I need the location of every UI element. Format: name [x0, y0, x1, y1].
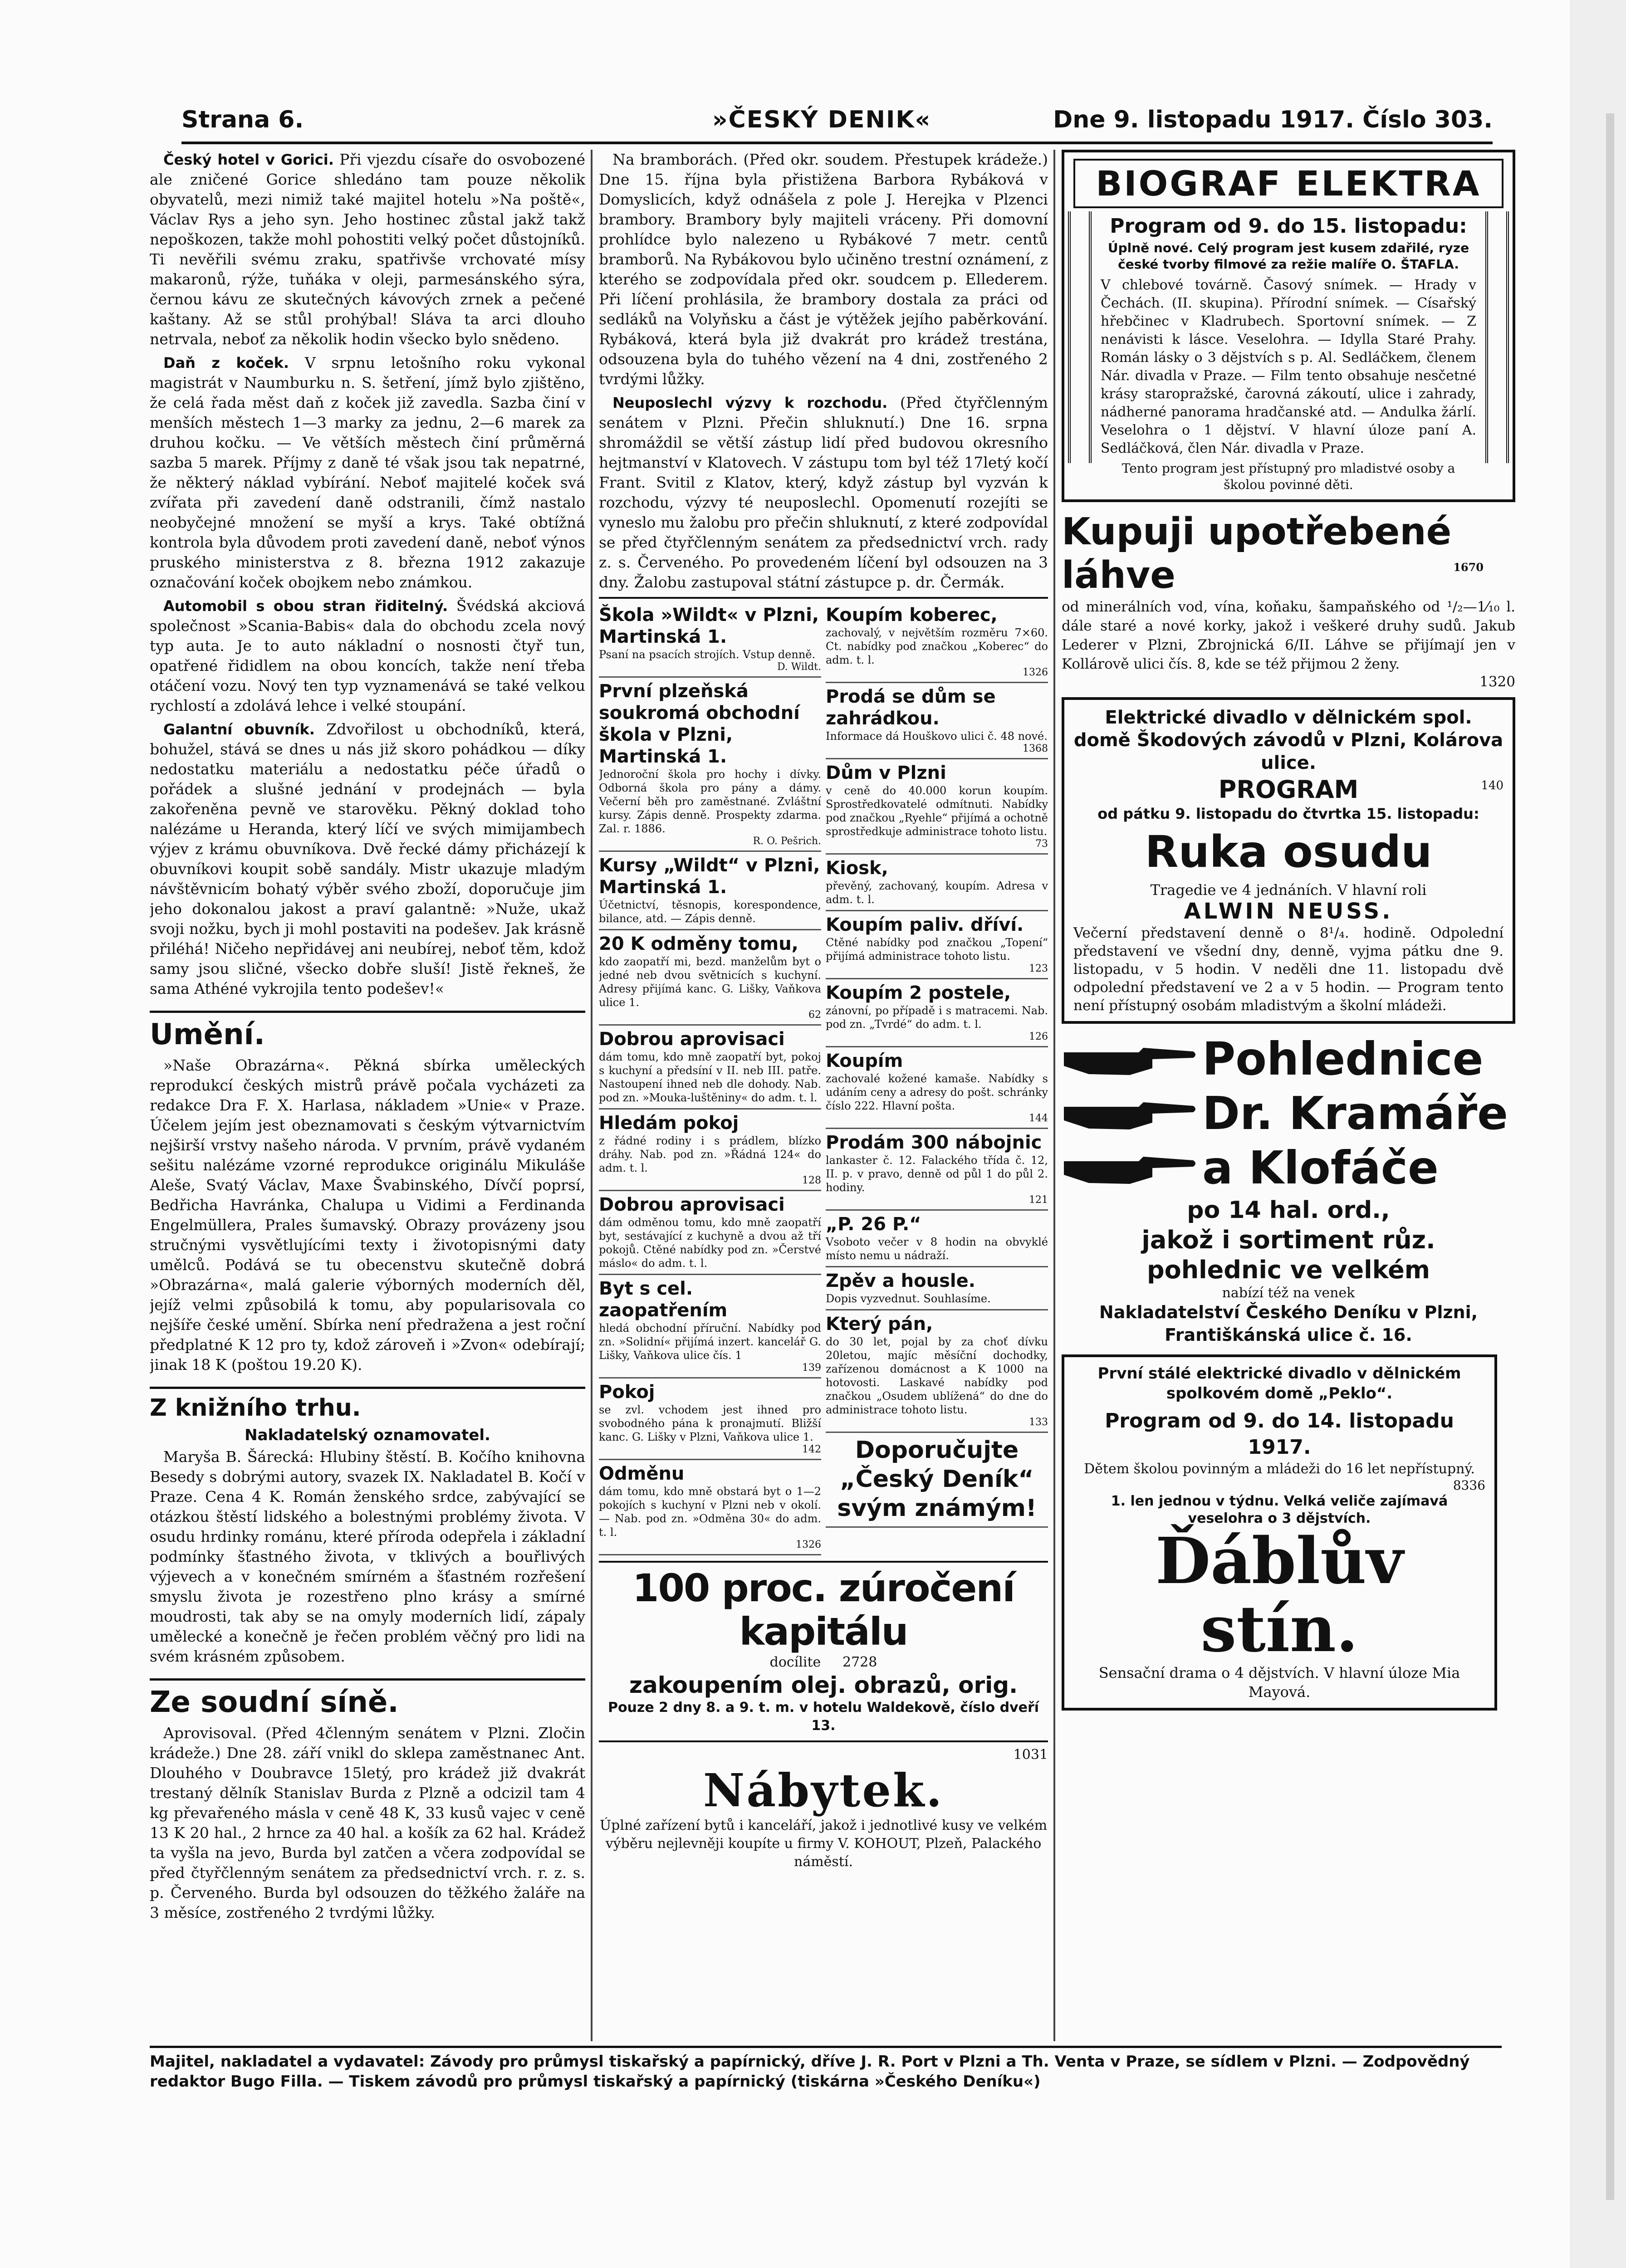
pohled-sort: jakož i sortiment růz.	[1141, 1226, 1435, 1254]
article-text: (Před čtyřčlenným senátem v Plzni. Přečin shluknutí.) Dne 16. srpna shromáždil se větší zástup lidí před budovou okresního hejtmanství v Klatovech. V zástupu tom byl též 17letý kočí Frant. Svitil z Klatov, který, když zástup byl vyzván k rozchodu, výzvy té neuposlechl. Opomenutí rozejíti se vyneslo mu žalobu pro přečin shluknutí, z které zodpovídal se před čtyřčlenným senátem za předsednictví vrch. rady z. s. Červeného. Po provedeném líčení byl odsouzen na 3 dny. Žalobu zastupoval státní zástupce p. dr. Čermák.	[599, 394, 1048, 591]
classified-ad	[826, 979, 1048, 1047]
peklo-num: 8336	[1453, 1478, 1485, 1493]
film-strip-icon	[1485, 211, 1509, 463]
section-title-soud: Ze soudní síně.	[150, 1678, 585, 1720]
ad-heading: Zpěv a housle.	[826, 1271, 975, 1291]
ad-heading: Dům v Plzni	[826, 763, 946, 783]
peklo-prog: Program od 9. do 14. listopadu 1917.	[1105, 1409, 1454, 1459]
divadlo-num: 140	[1481, 779, 1504, 792]
classified-ad	[826, 759, 1048, 855]
pohled-price: po 14 hal. ord.,	[1187, 1197, 1390, 1224]
article-umeni: »Naše Obrazárna«. Pěkná sbírka uměleckých reprodukcí českých mistrů právě počala vycházeti za redakce Dra F. X. Harlasa, nákladem »Unie« v Praze. Účelem jejím jest obeznamovati s českým výtvarnictvím nejširší vrstvy našeho národa. V prvním, právě vydaném sešitu nalézáme vzorné reprodukce originálu Mikuláše Aleše, Svatý Václav, Maxe Švabinského, Dívčí poprsí, Bedřicha Havránka, Chalupa u Vidimi a Ferdinanda Engelmüllera, Prales šumavský. Obrazy provázeny jsou stručnými vysvětlujícími texty i životopisnými daty umělců. Podává se tu obecenstvu skutečně dobrá »Obrazárna«, malá galerie výborných moderních děl, jejíž velmi způsobilá k tomu, aby popularisovala co nejšíře české umění. Sbírka není předražena a jest roční předplatné K 12 pro ty, kdož zároveň i »Zvon« odebírají; jinak 18 K (poštou 19.20 K).	[150, 1056, 585, 1374]
divadlo-head: Elektrické divadlo v dělnickém spol. domě Škodových závodů v Plzni, Kolárova ulice.	[1073, 707, 1504, 773]
article	[150, 353, 585, 592]
ad-ref: 1368	[1023, 743, 1048, 754]
ads-column-left	[599, 601, 821, 1555]
ad-heading: Škola »Wildt« v Plzni, Martinská 1.	[599, 605, 819, 647]
ad-ref: 73	[1035, 838, 1048, 850]
ad-ref: 142	[802, 1444, 821, 1455]
ad-body: Informace dá Houškovo ulici č. 48 nové.	[826, 730, 1048, 743]
ad-body: zachovalý, v největším rozměru 7×60. Ct. nabídky pod značkou „Koberec“ do adm. t. l.	[826, 626, 1048, 666]
ad-body: kdo zaopatří mi, bezd. manželům byt o jedné neb dvou světnicích s kuchyní. Adresy přijímá kanc. G. Lišky, Vaňkova ulice 1.	[599, 955, 821, 1009]
pointing-hand-icon	[1062, 1089, 1198, 1139]
pohled-line: a Klofáče	[1202, 1141, 1439, 1194]
ad-ref: 144	[1029, 1113, 1048, 1124]
issue-date: Dne 9. listopadu 1917. Číslo 303.	[1053, 106, 1493, 133]
pohled-line: Dr. Kramáře	[1202, 1087, 1508, 1140]
ad-body: dám tomu, kdo mně obstará byt o 1—2 pokojích s kuchyní v Plzni neb v okolí. — Nab. pod zn. »Odměna 30« do adm. t. l.	[599, 1485, 821, 1539]
ad-ref: 62	[808, 1009, 821, 1021]
ad-elektricke-divadlo	[1062, 697, 1515, 1024]
ad-heading: 20 K odměny tomu,	[599, 934, 798, 954]
peklo-head: První stálé elektrické divadlo v dělnickém spolkovém domě „Peklo“.	[1097, 1364, 1461, 1403]
column-middle	[599, 150, 1048, 2041]
classified-ad	[826, 1047, 1048, 1129]
ad-kupuji	[1062, 510, 1515, 690]
ad-ref: 1326	[1023, 667, 1048, 678]
column-rule	[591, 150, 593, 2041]
section-title-umeni: Umění.	[150, 1011, 585, 1052]
ad-heading: Koupím koberec,	[826, 605, 998, 626]
ad-body: Jednoroční škola pro hochy i dívky. Odborná škola pro pány a dámy. Večerní běh pro zaměstnané. Zvláštní kursy. Zápis denně. Prospekty zdarma. Zal. r. 1886.	[599, 768, 821, 835]
kupuji-num: 1320	[1479, 674, 1515, 690]
divadlo-film: Ruka osudu	[1145, 826, 1432, 877]
column-right	[1062, 150, 1515, 2041]
pohled-velk: pohlednic ve velkém	[1146, 1256, 1430, 1284]
divadlo-dates: od pátku 9. listopadu do čtvrtka 15. listopadu:	[1097, 805, 1479, 822]
ad-heading: Koupím	[826, 1051, 903, 1071]
classified-ad	[599, 930, 821, 1026]
pohled-venek: nabízí též na venek	[1222, 1285, 1355, 1301]
classified-ad	[599, 1110, 821, 1191]
article	[150, 150, 585, 349]
ad-nabytek-title: Nábytek.	[703, 1764, 944, 1817]
ad-ref: 1326	[796, 1539, 821, 1550]
ad-heading: Dobrou aprovisaci	[599, 1029, 785, 1050]
ad-body: Dopis vyzvednut. Souhlasíme.	[826, 1292, 991, 1305]
ad-heading: Koupím paliv. dříví.	[826, 914, 1024, 935]
ad-heading: Kiosk,	[826, 858, 888, 879]
classified-ad	[599, 1191, 821, 1275]
ad-body: v ceně do 40.000 korun koupím. Sprostředkovatelé odmítnuti. Nabídky pod značkou „Ryehle“ přijímá a ochotně sprostředkuje administrace tohoto listu.	[826, 784, 1048, 838]
peklo-note: Dětem školou povinným a mládeži do 16 let nepřístupný.	[1084, 1461, 1475, 1477]
ad-body: dám odměnou tomu, kdo mně zaopatří byt, sestávající z kuchyně a dvou až tří pokojů. Ctěné nabídky pod zn. »Čerstvé máslo« do adm. t. l.	[599, 1216, 821, 1270]
page-number: Strana 6.	[181, 106, 304, 133]
ad-ref: 126	[1029, 1031, 1048, 1042]
column-left	[150, 150, 585, 2041]
ad-heading: „P. 26 P.“	[826, 1214, 921, 1235]
classified-ad	[599, 1460, 821, 1555]
ad-heading: Odměnu	[599, 1463, 685, 1484]
biograf-line: Tento program jest přístupný pro mladistvé osoby a školou povinné děti.	[1122, 461, 1455, 492]
article-text: Při vjezdu císaře do osvobozené ale zničené Gorice shledáno tam pouze několik obyvatelů, mezi nimiž také majitel hotelu »Na poště«, Václav Rys a jeho syn. Jeho hostinec zůstal jakž takž nepoškozen, takže mohl pohostiti velký počet důstojníků. Ti nevěřili svému zraku, spatřivše vrchovaté mísy makaronů, rýže, tuňáka v oleji, parmesánského sýra, černou kávu ze skutečných kávových zrnek a pečené kaštany. Až se stůl prohýbal! Sláva ta arci dlouho netrvala, neboť za několik hodin všecko bylo snědeno.	[150, 151, 585, 348]
article-title: Automobil s obou stran řiditelný.	[163, 597, 448, 615]
film-strip-icon	[1068, 211, 1092, 463]
page-edge-strip	[1606, 113, 1614, 2200]
pohled-firm: Nakladatelství Českého Deníku v Plzni,	[1099, 1302, 1478, 1322]
masthead	[181, 103, 1493, 144]
ad-body: lankaster č. 12. Falackého třída č. 12, II. p. v pravo, denně od půl 1 do půl 2. hodiny.	[826, 1154, 1048, 1194]
article	[150, 719, 585, 999]
ad-zurocni-text: Pouze 2 dny 8. a 9. t. m. v hotelu Waldekově, číslo dveří 13.	[607, 1700, 1039, 1734]
divadlo-desc: Tragedie ve 4 jednáních. V hlavní roli	[1150, 881, 1427, 899]
classified-ad	[599, 1026, 821, 1110]
ad-heading: Byt s cel. zaopatřením	[599, 1278, 728, 1321]
classified-ad	[826, 601, 1048, 683]
ad-doporucujte: Doporučujte „Český Deník“ svým známým!	[826, 1433, 1048, 1528]
biograf-num: 1670	[1453, 561, 1484, 574]
ad-body: z řádné rodiny i s prádlem, blízko dráhy. Nab. pod zn. »Řádná 124« do adm. t. l.	[599, 1134, 821, 1174]
ad-zurocni-sub: docílite 2728	[769, 1654, 877, 1670]
ad-body: se zvl. vchodem jest ihned pro svobodného pána k pronajmutí. Bližší kanc. G. Lišky v Plzni, Vaňkova ulice 1.	[599, 1403, 821, 1443]
classified-ad	[826, 855, 1048, 911]
ad-body: dám tomu, kdo mně zaopatří byt, pokoj s kuchyní a předsíní v II. neb III. patře. Nastoupení ihned neb dle dohody. Nab. pod zn. »Mouka-luštěniny« do adm. t. l.	[599, 1051, 821, 1104]
ad-nabytek-text: Úplné zařízení bytů i kanceláří, jakož i jednotlivé kusy ve velkém výběru nejlevněji koupíte u firmy V. KOHOUT, Plzeň, Palackého náměstí.	[599, 1818, 1048, 1870]
ad-ref: 121	[1029, 1194, 1048, 1206]
article-soud: Aprovisoval. (Před 4členným senátem v Plzni. Zločin krádeže.) Dne 28. září vnikl do sklepa zaměstnanec Ant. Dlouhého v Doubravce 15letý, pro krádež již dvakrát trestaný dělník Stanislav Burda z Plzně a odcizil tam 4 kg převařeného másla v ceně 48 K, 33 kusů vajec v ceně 13 K 20 hal., 2 hrnce za 40 hal. a košík za 62 hal. Krádež ta vyšla na jevo, Burda byl zatčen a včera zodpovídal se před čtyřčlenným senátem za předsednictví vrch. r. z. s. p. Červeného. Burda byl odsouzen do těžkého žaláře na 3 měsíce, zostřeného 2 tvrdými lůžky.	[150, 1724, 585, 1921]
article-title: Český hotel v Gorici.	[163, 151, 334, 168]
ad-ref: 123	[1029, 963, 1048, 974]
article-text: Švédská akciová společnost »Scania-Babis« dala do obchodu zcela nový typ auta. Je to auto nákladní o nosnosti čtyř tun, opatřené řididlem na obou koncích, takže není třeba otáčení vozu. Nový ten typ vyznamenává se také velkou rychlostí a zdolává lehce i velké stoupání.	[150, 597, 585, 714]
ad-heading: První plzeňská soukromá obchodní škola v Plzni, Martinská 1.	[599, 681, 800, 767]
classified-ad	[599, 1378, 821, 1460]
ad-zurocni-headline: 100 proc. zúročení kapitálu	[632, 1566, 1014, 1654]
biograf-title: BIOGRAF ELEKTRA	[1073, 159, 1504, 208]
peklo-film: Ďáblův stín.	[1155, 1524, 1404, 1667]
ad-pohlednice	[1062, 1032, 1515, 1346]
pointing-hand-icon	[1062, 1034, 1198, 1084]
ad-body: Ctěné nabídky pod značkou „Topení“ přijímá administrace tohoto listu.	[826, 936, 1048, 963]
paper-title: »ČESKÝ DENIK«	[712, 106, 931, 133]
ad-nabytek	[599, 1740, 1048, 1871]
peklo-desc: Sensační drama o 4 dějstvích. V hlavní úloze Mia Mayová.	[1098, 1664, 1460, 1701]
section-title-knizni: Z knižního trhu.	[150, 1387, 585, 1422]
ad-body: do 30 let, pojal by za choť dívku 20letou, majíc měsíční dochodky, zařízenou domácnost a K 1000 na hotovosti. Laskavé nabídky pod značkou „Osudem ublížená“ do dne do administrace tohoto listu.	[826, 1335, 1048, 1416]
ad-body: hledá obchodní příruční. Nabídky pod zn. »Solidní« přijímá inzert. kancelář G. Lišky, Vaňkova ulice čís. 1	[599, 1322, 821, 1362]
pointing-hand-icon	[1062, 1143, 1198, 1193]
ad-ref: R. O. Pešrich.	[753, 836, 821, 847]
classified-ad	[599, 852, 821, 930]
peklo-line: 1. len jednou v týdnu. Velká veliče zajímavá veselohra o 3 dějstvích.	[1111, 1493, 1448, 1526]
classified-ad	[826, 683, 1048, 759]
classified-ad	[826, 1310, 1048, 1433]
article-text: V srpnu letošního roku vykonal magistrát v Naumburku n. S. šetření, jímž bylo zjištěno, že celá řada měst daň z koček již zavedla. Sazba činí v menších městech 1—3 marky za jednu, 2—6 marek za druhou kočku. — Ve větších městech činí průměrná sazba 5 marek. Příjmy z daně té však jsou tak nepatrné, že některý náklad vybírání. Neboť majitelé koček svá zvířata při zavedení daně odstranili, čímž nastalo neobyčejné množení se myší a krys. Také obtížná kontrola byla důvodem proti zavedení daně, neboť výnos pruského ministerstva z 8. března 1912 zakazuje označování koček obojkem nebo známkou.	[150, 354, 585, 591]
ad-heading: Kursy „Wildt“ v Plzni, Martinská 1.	[599, 855, 820, 898]
classified-ad	[599, 1275, 821, 1378]
divadlo-actor: ALWIN NEUSS.	[1184, 899, 1393, 924]
imprint-footer: Majitel, nakladatel a vydavatel: Závody pro průmysl tiskařský a papírnický, dříve J. R. Port v Plzni a Th. Venta v Praze, se sídlem v Plzni. — Zodpovědný redaktor Bugo Filla. — Tiskem závodů pro průmysl tiskařský a papírnický (tiskárna »Českého Deníku«)	[150, 2046, 1502, 2092]
pohled-addr: Františkánská ulice č. 16.	[1165, 1325, 1412, 1345]
ad-heading: Koupím 2 postele,	[826, 982, 1011, 1003]
divadlo-program: PROGRAM	[1218, 775, 1359, 804]
divadlo-text: Večerní představení denně o 8¹/₄. hodině. Odpolední představení ve všední dny, denně, vyjma pátku dne 9. listopadu, v 5 hodin. V neděli dne 11. listopadu dvě odpolední představení ve 2 a v 5 hodin. — Program tento není přístupný osobám mladistvým a školní mládeži.	[1073, 925, 1504, 1014]
biograf-program: Program od 9. do 15. listopadu:	[1110, 215, 1467, 238]
biograf-line: Úplně nové. Celý program jest kusem zdařilé, ryze české tvorby filmové za režie malíře O. ŠTAFLA.	[1107, 240, 1469, 272]
ad-body: zánovní, po případě i s matracemi. Nab. pod zn. „Tvrdé“ do adm. t. l.	[826, 1004, 1048, 1031]
classified-ad	[826, 911, 1048, 979]
ad-body: zachovalé kožené kamaše. Nabídky s udáním ceny a adresy do pošt. schránky číslo 222. Hlavní pošta.	[826, 1072, 1048, 1112]
ad-ref: 133	[1029, 1417, 1048, 1428]
biograf-line: V chlebové továrně. Časový snímek. — Hrady v Čechách. (II. skupina). Přírodní snímek. — Císařský hřebčinec v Kladrubech. Sportovní snímek. — Z nenávisti k lásce. Veselohra. — Idylla Staré Prahy. Román lásky o 3 dějstvích s p. Al. Sedláčkem, členem Nár. divadla v Praze. — Film tento obsahuje nesčetné krásy staropražské, čarovná zákoutí, ulice i zahrady, nádherné panorama hradčanské atd. — Andulka žárlí. Veselohra o 1 dějství. V hlavní úloze paní A. Sedláčková, člen Nár. divadla v Praze.	[1101, 277, 1476, 456]
ad-ref: 139	[802, 1362, 821, 1374]
classified-ad	[599, 678, 821, 852]
article	[599, 393, 1048, 592]
classified-ad	[826, 1267, 1048, 1310]
article-text: Zdvořilost u obchodníků, která, bohužel, stává se dnes u nás již skoro pohádkou — díky nedostatku materiálu a nedostatku péče úřadů o pořádek a slušné jednání v prodejnách — byla zakořeněna pevně ve starověku. Pěkný doklad toho nalézáme u Heranda, který líčí ve svých mimijambech výjev z krámu obuvníkova. Dvě řecké dámy přicházejí k obuvníkovi koupit sobě sandály. Mistr ukazuje mladým návštěvnicím bohatý výběr svého zboží, doporučuje jim jeho dokonalou jakost a praví galantně: »Nuže, ukaž svoji nožku, bych ji mohl postaviti na podešev. Jak krásně přiléhá! Ničeho nepřidávej ani neubírej, neboť těm, kdož samy jsou sličné, všecko dobře sluší! Jistě řekneš, že sama Athéné vykrojila tento podešev!«	[150, 720, 585, 997]
ad-body: Psaní na psacích strojích. Vstup denně.	[599, 648, 816, 661]
ad-body: Vsoboto večer v 8 hodin na obvyklé místo nemu u nádraží.	[826, 1236, 1048, 1262]
article-brambory: Na bramborách. (Před okr. soudem. Přestupek krádeže.) Dne 15. října byla přistižena Barbora Rybáková v Domyslicích, když odnášela z pole J. Herejka v Plzenci brambory. Brambory byly majiteli vráceny. Při domovní prohlídce bylo nalezeno u Rybákové 7 metr. centů bramborů. Na Rybákovou bylo učiněno trestní oznámení, z kterého se zodpovídala před okr. soudcem p. Ellederem. Při líčení prohlásila, že brambory dostala za práci od sedláků na Volyňsku a část je výtěžek jejího paběrkování. Rybáková, která byla již dvakrát pro krádež trestána, odsouzena byla do tuhého vězení na 4 dni, zostřeného 2 tvrdými lůžky.	[599, 151, 1048, 388]
classified-ad	[826, 1211, 1048, 1267]
article-title: Daň z koček.	[163, 354, 289, 371]
ad-ref: 128	[802, 1175, 821, 1186]
ad-nabytek-num: 1031	[1013, 1747, 1048, 1763]
kupuji-text: od minerálních vod, vína, koňaku, šampaňského od ¹/₂—1⁄₁₀ l. dále staré a nové korky, jakož i veškeré druhy sudů. Jakub Lederer v Plzni, Zbrojnická 6/II. Láhve se přijímají jen v Kollárově ulici čís. 8, kde se též přijmou 2 ženy.	[1062, 599, 1515, 672]
ad-heading: Dobrou aprovisaci	[599, 1194, 785, 1215]
article-knizni: Maryša B. Šárecká: Hlubiny štěstí. B. Kočího knihovna Besedy s dobrými autory, svazek IX. Nakladatel B. Kočí v Praze. Cena 4 K. Román ženského srdce, zabývající se otázkou štěstí lidského a bolestnými problémy života. V osudu hrdinky románu, které příroda odepřela i základní podmínky šťastného života, v tklivých a bouřlivých výjevech a v konečném smírném a šťastném rozřešení smyslu života je rozestřeno plno krásy a smírné moudrosti, tak aby se na omyly moderních lidí, zápaly umělecké a konečně je řečen problém věčný pro lidi na svém krásném způsobem.	[150, 1448, 585, 1665]
article-title: Galantní obuvník.	[163, 721, 315, 738]
article	[150, 596, 585, 716]
ad-heading: Hledám pokoj	[599, 1113, 739, 1134]
ad-heading: Pokoj	[599, 1382, 655, 1403]
section-subtitle: Nakladatelský oznamovatel.	[245, 1426, 490, 1444]
ad-heading: Který pán,	[826, 1314, 933, 1334]
ad-peklo	[1062, 1354, 1497, 1711]
ad-zurocni-mid: zakoupením olej. obrazů, orig.	[629, 1672, 1018, 1698]
ad-body: převěný, zachovaný, koupím. Adresa v adm. t. l.	[826, 880, 1048, 906]
ad-ref: D. Wildt.	[777, 661, 821, 673]
ad-heading: Prodá se dům se zahrádkou.	[826, 686, 996, 729]
classified-ads	[599, 597, 1048, 1555]
kupuji-title: Kupuji upotřebené láhve	[1062, 510, 1452, 597]
column-rule	[1053, 150, 1055, 2041]
article-title: Neuposlechl výzvy k rozchodu.	[612, 394, 888, 411]
ad-body: Účetnictví, těsnopis, korespondence, bilance, atd. — Zápis denně.	[599, 899, 821, 925]
ads-column-right	[826, 601, 1048, 1555]
page-edge	[1570, 0, 1626, 2268]
classified-ad	[599, 601, 821, 678]
classified-ad	[826, 1129, 1048, 1211]
ad-zurocni	[599, 1561, 1048, 1735]
ad-heading: Prodám 300 nábojnic	[826, 1132, 1042, 1153]
pohled-line: Pohlednice	[1202, 1032, 1484, 1085]
